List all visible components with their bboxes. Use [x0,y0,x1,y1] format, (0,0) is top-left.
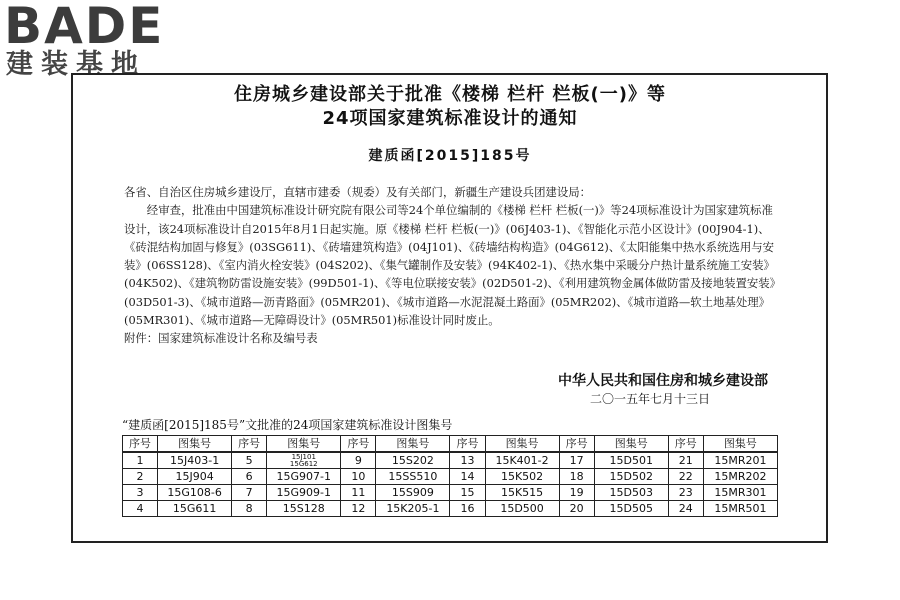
table-row [123,485,778,501]
cell-code: 15J904 [158,469,232,485]
cell-no: 1 [123,452,158,469]
cell-code: 15G909-1 [267,485,341,501]
cell-code: 15K502 [485,469,559,485]
cell-no: 10 [341,469,376,485]
table-row [123,469,778,485]
cell-code: 15D505 [594,501,668,517]
cell-no: 15 [450,485,485,501]
header-code: 图集号 [594,436,668,453]
cell-no: 21 [668,452,703,469]
cell-code: 15G611 [158,501,232,517]
cell-code: 15S202 [376,452,450,469]
cell-no: 20 [559,501,594,517]
cell-code-stacked [267,452,341,469]
main-paragraph: 经审查，批准由中国建筑标准设计研究院有限公司等24个单位编制的《楼梯 栏杆 栏板(一)》等24项标准设计为国家建筑标准设计，该24项标准设计自2015年8月1日起实施。原《楼梯 栏杆 栏板(一)》(06J403-1)、《智能化示范小区设计》(00J904-1)、《砖混结构加固与修复》(03SG611)、《砖墙建筑构造》(04J101)、《砖墙结构构造》(04G612)、《太阳能集中热水系统选用与安装》(06SS128)、《室内消火栓安装》(04S202)、《集气罐制作及安装》(94K402-1)、《热水集中采暖分户热计量系统施工安装》(04K502)、《建筑物防雷设施安装》(99D501-1)、《等电位联接安装》(02D501-2)、《利用建筑物金属体做防雷及接地装置安装》(03D501-3)、《城市道路—沥青路面》(05MR201)、《城市道路—水泥混凝土路面》(05MR202)、《城市道路—软土地基处理》(05MR301)、《城市道路—无障碍设计》(05MR501)标准设计同时废止。 [124,203,782,328]
stacked-code-bottom: 15G612 [289,459,318,468]
cell-code: 15K205-1 [376,501,450,517]
cell-code: 15G907-1 [267,469,341,485]
notice-title-line-2: 24项国家建筑标准设计的通知 [322,108,578,129]
document-number: 建质函[2015]185号 [368,148,532,164]
cell-code: 15D502 [594,469,668,485]
cell-code: 15K401-2 [485,452,559,469]
cell-no: 7 [232,485,267,501]
table-row [123,452,778,469]
cell-no: 24 [668,501,703,517]
header-no: 序号 [668,436,703,453]
brand-logo [4,2,176,80]
stacked-codes [290,454,318,468]
stacked-code-top: 15J101 [291,452,316,461]
attachment-line: 附件：国家建筑标准设计名称及编号表 [124,331,318,346]
cell-code: 15G108-6 [158,485,232,501]
table-row [123,501,778,517]
header-no: 序号 [559,436,594,453]
cell-no: 12 [341,501,376,517]
header-code: 图集号 [158,436,232,453]
cell-code: 15K515 [485,485,559,501]
cell-no: 6 [232,469,267,485]
cell-no: 4 [123,501,158,517]
cell-no: 22 [668,469,703,485]
cell-no: 9 [341,452,376,469]
header-no: 序号 [450,436,485,453]
cell-code: 15D500 [485,501,559,517]
header-code: 图集号 [703,436,777,453]
cell-no: 8 [232,501,267,517]
cell-no: 19 [559,485,594,501]
cell-no: 2 [123,469,158,485]
cell-no: 17 [559,452,594,469]
cell-no: 13 [450,452,485,469]
cell-code: 15D501 [594,452,668,469]
header-code: 图集号 [485,436,559,453]
header-code: 图集号 [376,436,450,453]
header-no: 序号 [341,436,376,453]
table-title: “建质函[2015]185号”文批准的24项国家建筑标准设计图集号 [122,418,453,432]
atlas-number-table [122,435,778,517]
notice-title-line-1: 住房城乡建设部关于批准《楼梯 栏杆 栏板(一)》等 [234,84,666,105]
cell-no: 11 [341,485,376,501]
cell-code: 15S909 [376,485,450,501]
header-no: 序号 [232,436,267,453]
logo-subtitle: 建装基地 [6,49,146,80]
cell-code: 15MR202 [703,469,777,485]
cell-no: 18 [559,469,594,485]
salutation: 各省、自治区住房城乡建设厅，直辖市建委（规委）及有关部门，新疆生产建设兵团建设局： [124,185,592,199]
cell-no: 5 [232,452,267,469]
cell-code: 15D503 [594,485,668,501]
cell-code: 15J403-1 [158,452,232,469]
cell-code: 15MR201 [703,452,777,469]
cell-no: 3 [123,485,158,501]
issue-date: 二〇一五年七月十三日 [589,392,710,406]
cell-code: 15SS510 [376,469,450,485]
cell-no: 23 [668,485,703,501]
cell-code: 15S128 [267,501,341,517]
cell-code: 15MR501 [703,501,777,517]
cell-no: 16 [450,501,485,517]
header-no: 序号 [123,436,158,453]
notice-body [124,183,782,348]
cell-no: 14 [450,469,485,485]
logo-wordmark: BADE [4,0,165,55]
table-header-row [123,436,778,453]
issuing-organization: 中华人民共和国住房和城乡建设部 [558,373,768,389]
cell-code: 15MR301 [703,485,777,501]
header-code: 图集号 [267,436,341,453]
